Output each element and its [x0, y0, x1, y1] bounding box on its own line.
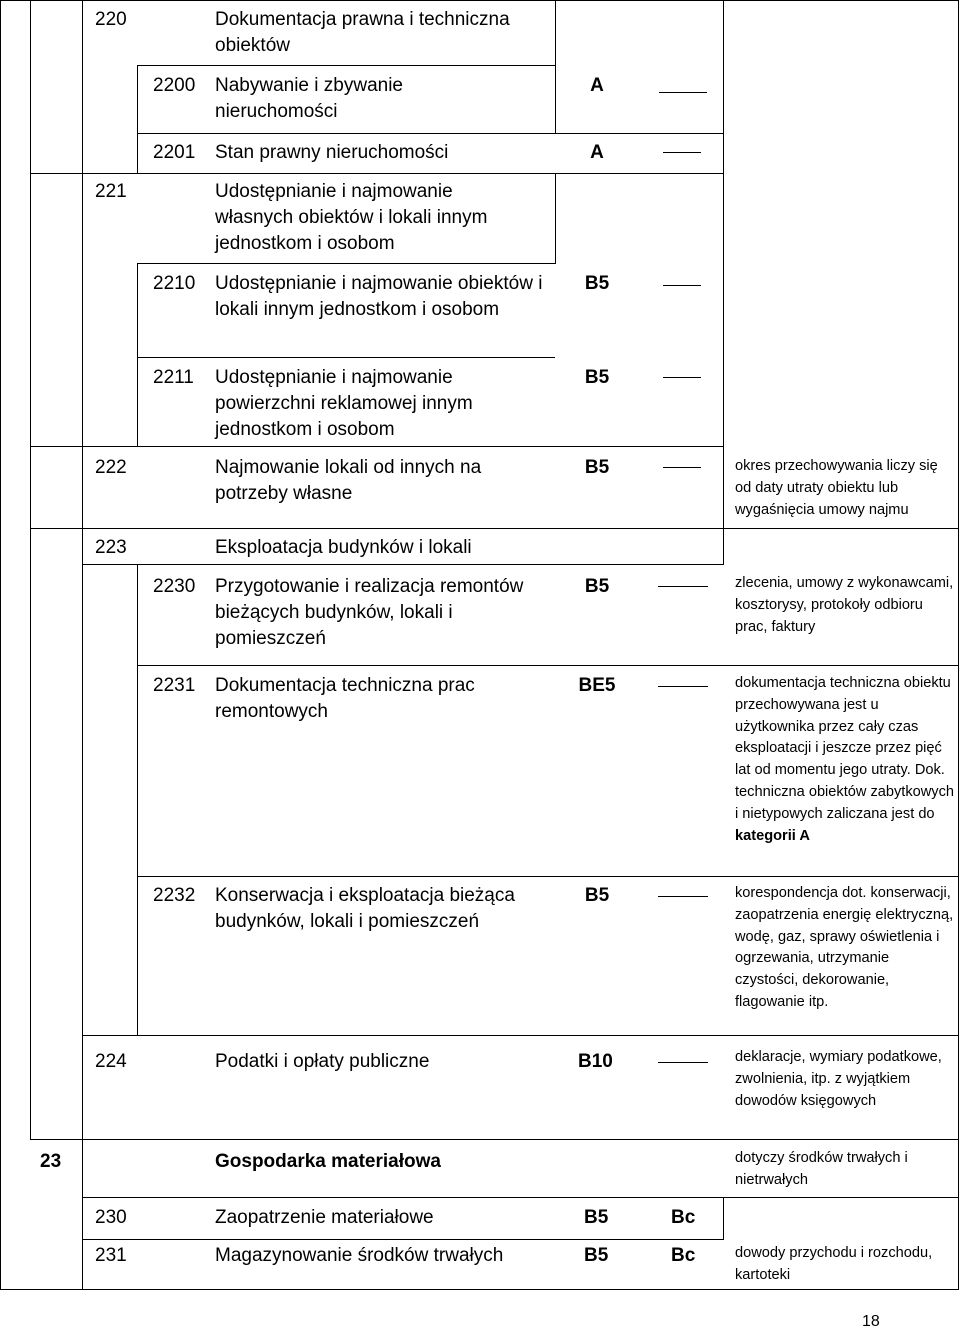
row-category-2201: A — [590, 142, 604, 163]
row-note-23: dotyczy środków trwałych i nietrwałych — [735, 1150, 908, 1188]
row-category-2200: A — [590, 75, 604, 96]
dash-222 — [663, 467, 701, 468]
row-note-224: deklaracje, wymiary podatkowe, zwolnienia, itp. z wyjątkiem dowodów księgowych — [735, 1049, 942, 1109]
row-category-224: B10 — [578, 1051, 613, 1072]
row-category-2230: B5 — [584, 576, 610, 597]
row-code-230: 230 — [95, 1207, 127, 1228]
row-title-220: Dokumentacja prawna i techniczna obiektów — [215, 9, 510, 56]
dash-224 — [658, 1062, 708, 1063]
dash-2232 — [658, 896, 708, 897]
row-title-224: Podatki i opłaty publiczne — [215, 1051, 430, 1072]
row-category-231: B5 — [584, 1245, 609, 1266]
row-code-231: 231 — [95, 1245, 127, 1266]
row-title-2231: Dokumentacja techniczna prac remontowych — [215, 675, 475, 722]
row-note-2231-bold: kategorii A — [735, 827, 810, 844]
row-code-220: 220 — [95, 9, 127, 30]
row-title-221: Udostępnianie i najmowanie własnych obiektów i lokali innym jednostkom i osobom — [215, 181, 488, 254]
row-title-231: Magazynowanie środków trwałych — [215, 1245, 504, 1266]
row-note-2231-text: dokumentacja techniczna obiektu przechowywana jest u użytkownika przez cały czas eksploatacji i jeszcze przez pięć lat od momentu jego utraty. Dok. techniczna obiektów zabytkowych i nietypowych zaliczana jest do — [735, 675, 955, 822]
page-number: 18 — [862, 1313, 880, 1330]
row-note-2232: korespondencja dot. konserwacji, zaopatrzenia energię elektryczną, wodę, gaz, sprawy oświetlenia i ogrzewania, utrzymanie czystości, dekorowanie, flagowanie itp. — [735, 885, 954, 1010]
dash-2200 — [659, 92, 707, 93]
row-code-23: 23 — [40, 1151, 62, 1172]
row-code-2231: 2231 — [153, 675, 196, 696]
row-title-2200: Nabywanie i zbywanie nieruchomości — [215, 75, 403, 122]
row-code-2201: 2201 — [153, 142, 196, 163]
row-code-224: 224 — [95, 1051, 127, 1072]
row-note-231: dowody przychodu i rozchodu, kartoteki — [735, 1245, 933, 1283]
row-code-2210: 2210 — [153, 273, 196, 294]
dash-2230 — [658, 586, 708, 587]
row-code-221: 221 — [95, 181, 127, 202]
row-note-222: okres przechowywania liczy się od daty utraty obiektu lub wygaśnięcia umowy najmu — [735, 458, 938, 518]
dash-2211 — [663, 377, 701, 378]
row-category-2232: B5 — [584, 885, 610, 906]
row-category-2210: B5 — [584, 273, 610, 294]
row-code-2232: 2232 — [153, 885, 196, 906]
row-title-23: Gospodarka materiałowa — [215, 1151, 441, 1172]
row-category-230: B5 — [584, 1207, 609, 1228]
row-title-223: Eksploatacja budynków i lokali — [215, 537, 472, 558]
row-code-2230: 2230 — [153, 576, 196, 597]
row-title-2211: Udostępnianie i najmowanie powierzchni reklamowej innym jednostkom i osobom — [215, 367, 473, 440]
row-title-2232: Konserwacja i eksploatacja bieżąca budynków, lokali i pomieszczeń — [215, 885, 515, 932]
row-code-2200: 2200 — [153, 75, 196, 96]
row-title-2210: Udostępnianie i najmowanie obiektów i lokali innym jednostkom i osobom — [215, 273, 543, 320]
row-note-2230: zlecenia, umowy z wykonawcami, kosztorysy, protokoły odbioru prac, faktury — [735, 575, 954, 635]
row-title-222: Najmowanie lokali od innych na potrzeby własne — [215, 457, 482, 504]
row-category2-230: Bc — [671, 1207, 696, 1228]
dash-2210 — [663, 285, 701, 286]
row-title-2201: Stan prawny nieruchomości — [215, 142, 449, 163]
row-title-230: Zaopatrzenie materiałowe — [215, 1207, 434, 1228]
dash-2231 — [658, 686, 708, 687]
row-note-2231 — [735, 673, 955, 847]
row-category2-231: Bc — [671, 1245, 696, 1266]
row-title-2230: Przygotowanie i realizacja remontów bieżących budynków, lokali i pomieszczeń — [215, 576, 524, 649]
row-code-2211: 2211 — [153, 367, 194, 388]
row-category-2231: BE5 — [578, 675, 616, 696]
row-category-2211: B5 — [584, 367, 610, 388]
dash-2201 — [663, 152, 701, 153]
row-code-223: 223 — [95, 537, 127, 558]
row-code-222: 222 — [95, 457, 127, 478]
row-category-222: B5 — [584, 457, 610, 478]
